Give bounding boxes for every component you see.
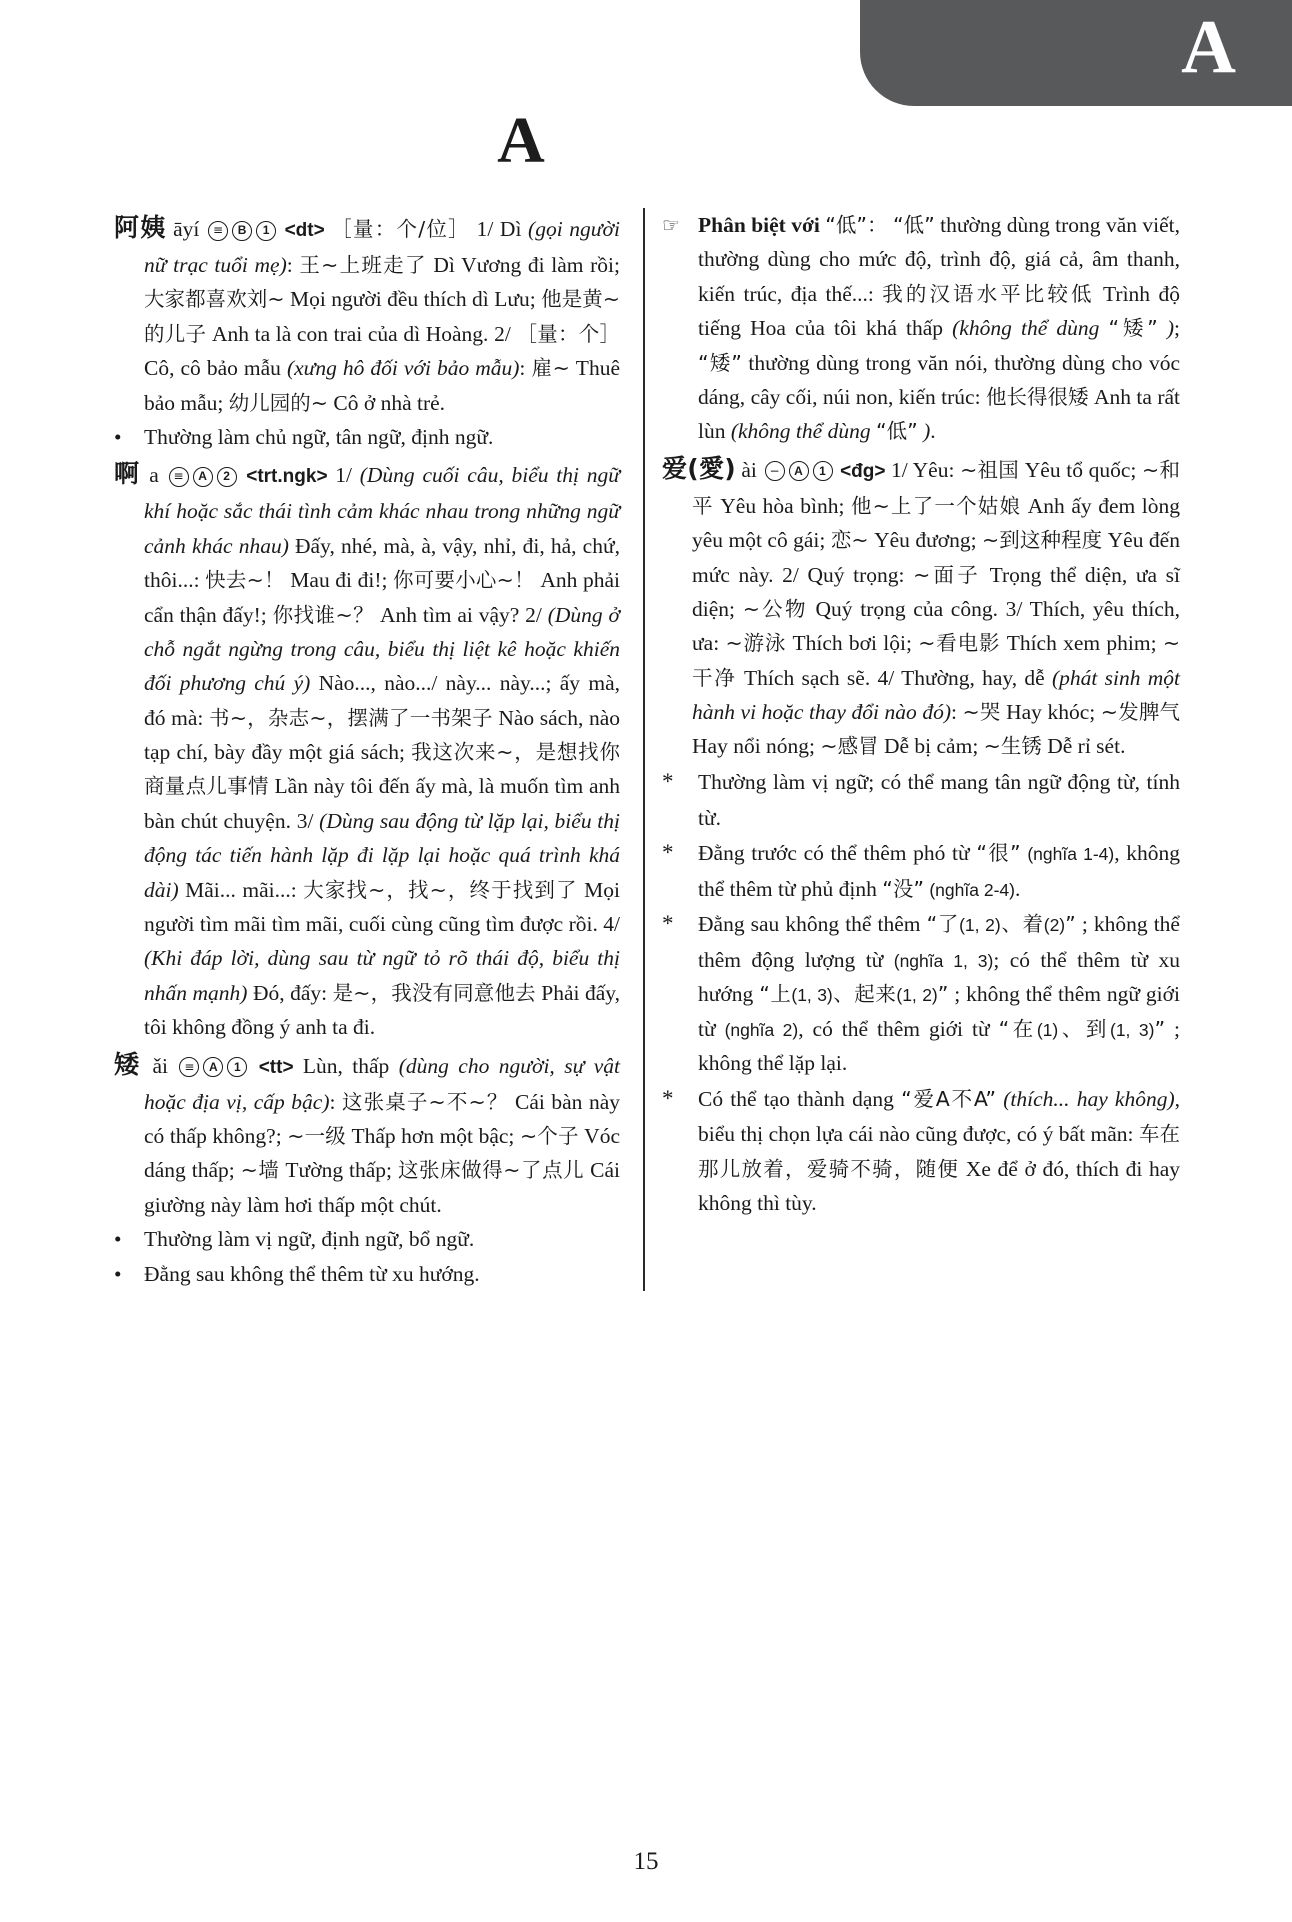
vietnamese-text: . xyxy=(1014,876,1021,901)
vietnamese-text: Đằng sau không thể thêm xyxy=(698,912,927,937)
entry-type-icon: ≡ xyxy=(169,467,189,487)
vietnamese-text: Yêu đến mức này. 2/ Quý trọng: xyxy=(692,528,1180,587)
vietnamese-text: Yêu tổ quốc; xyxy=(1019,457,1143,482)
vietnamese-text: Phải đấy, tôi không đồng ý anh ta đi. xyxy=(144,980,621,1040)
pointing-hand-icon: ☞ xyxy=(662,215,680,237)
chinese-text: 、着 xyxy=(1000,912,1044,937)
sense-number-note: (1, 3) xyxy=(791,985,833,1006)
vietnamese-italic-text: (Dùng sau động từ lặp lại, biểu thị động tác tiến hành lặp đi lặp lại hoặc quá trình khá dài) xyxy=(144,808,620,902)
chinese-text: 你可要小心~！ xyxy=(393,568,535,593)
paragraph-entry xyxy=(114,208,620,420)
chinese-text: ~和平 xyxy=(692,457,1180,518)
vietnamese-text: Thường làm vị ngữ, định ngữ, bổ ngữ. xyxy=(144,1227,475,1252)
vietnamese-text: Trọng thể diện, ưa sĩ diện; xyxy=(692,562,1181,621)
level-badge-icon: 1 xyxy=(227,1057,247,1077)
chinese-text: 幼儿园的~ xyxy=(228,390,328,415)
chinese-text: ~到这种程度 xyxy=(982,528,1103,553)
entry-type-icon: − xyxy=(765,461,785,481)
paragraph-bullet xyxy=(114,1222,620,1256)
chinese-text: “上 xyxy=(759,982,792,1007)
chinese-text: ” xyxy=(937,982,949,1007)
sense-number-note: (1, 2) xyxy=(959,915,1001,936)
vietnamese-bold-text: Phân biệt với xyxy=(698,213,826,237)
sense-number-note: (1, 3) xyxy=(1110,1019,1155,1040)
vietnamese-text: Thích bơi lội; xyxy=(786,631,919,656)
chinese-text: 雇~ xyxy=(531,356,570,381)
vietnamese-text: , có thể thêm giới từ xyxy=(798,1016,999,1041)
vietnamese-text: Mãi... mãi...: xyxy=(178,877,304,902)
entry-type-icon: ≡ xyxy=(208,221,228,241)
chinese-text: ~一级 xyxy=(287,1123,346,1148)
level-badge-icon: 1 xyxy=(256,221,276,241)
section-heading-letter: A xyxy=(497,104,545,177)
chinese-text: 大家找~，找~，终于找到了 xyxy=(303,877,578,902)
vietnamese-italic-text: (gọi người nữ trạc tuổi mẹ) xyxy=(144,217,620,277)
vietnamese-italic-text: ) xyxy=(917,419,931,444)
chinese-text: 快去~！ xyxy=(205,568,285,593)
vietnamese-text: Vóc dáng thấp; xyxy=(144,1123,620,1183)
bullet-marker: • xyxy=(114,424,122,449)
bullet-marker: • xyxy=(114,1227,122,1252)
level-badge-icon: 2 xyxy=(217,467,237,487)
asterisk-marker: * xyxy=(662,840,674,866)
chinese-text: 这张桌子~不~？ xyxy=(341,1089,509,1114)
chinese-text: 王~上班走了 xyxy=(299,253,427,277)
chinese-text: ~祖国 xyxy=(960,457,1020,482)
chinese-text: 、到 xyxy=(1058,1016,1110,1041)
vietnamese-text: Mau đi đi!; xyxy=(284,568,394,593)
pinyin: a xyxy=(141,463,167,488)
chinese-text: ［量：个/位］ xyxy=(331,217,470,241)
headword: 啊 xyxy=(114,459,142,489)
vietnamese-text: Thấp hơn một bậc; xyxy=(345,1123,520,1148)
sense-number-note: (nghĩa 2-4) xyxy=(929,879,1015,900)
chinese-text: 我这次来~，是想找你商量点儿事情 xyxy=(144,740,620,799)
chinese-text: 他长得很矮 xyxy=(985,384,1089,409)
chinese-text: ~看电影 xyxy=(918,631,1001,656)
chinese-text: 大家都喜欢刘~ xyxy=(144,287,285,312)
vietnamese-text: Thuê bảo mẫu; xyxy=(144,356,620,415)
asterisk-marker: * xyxy=(662,911,674,937)
corner-tab-letter: A xyxy=(1181,5,1236,89)
chinese-text: “没” xyxy=(882,876,924,901)
vietnamese-text: Thích xem phim; xyxy=(1000,631,1163,656)
headword: 爱(愛) xyxy=(662,453,736,483)
vietnamese-italic-text: (xưng hô đối với bảo mẫu) xyxy=(286,356,520,381)
vietnamese-text: Anh ấy đem lòng yêu một cô gái; xyxy=(692,493,1180,553)
chinese-text: ~墙 xyxy=(240,1158,280,1183)
level-badge-icon: A xyxy=(789,461,809,481)
vietnamese-text: thường dùng trong văn viết, thường dùng cho mức độ, trình độ, giá cả, âm thanh, kiến trúc, địa thế...: xyxy=(698,213,1180,306)
sense-number-note: (2) xyxy=(1043,915,1066,936)
sense-number-note: (nghĩa 1-4) xyxy=(1027,844,1115,865)
vietnamese-text: Đấy, nhé, mà, à, vậy, nhỉ, đi, hả, chứ, thôi...: xyxy=(144,533,620,593)
chinese-text: “了 xyxy=(926,912,960,937)
vietnamese-text: Đó, đấy: xyxy=(247,980,333,1005)
vietnamese-text: Yêu đương; xyxy=(868,528,983,553)
text-columns xyxy=(114,208,1180,1291)
chinese-text: 这张床做得~了点儿 xyxy=(397,1158,585,1183)
asterisk-marker: * xyxy=(662,1085,674,1111)
vietnamese-text: thường dùng trong văn nói, thường dùng cho vóc dáng, cây cối, núi non, kiến trúc: xyxy=(698,350,1180,409)
chinese-text: ~生锈 xyxy=(983,734,1042,759)
level-badge-icon: A xyxy=(193,467,213,487)
chinese-text: ~公物 xyxy=(742,596,808,621)
chinese-text: “爱A不A” xyxy=(901,1086,997,1111)
vietnamese-text: Anh phải cẩn thận đấy!; xyxy=(144,568,620,627)
level-badge-icon: B xyxy=(232,221,252,241)
vietnamese-text: 1/ Yêu: xyxy=(891,457,961,482)
chinese-text: ~感冒 xyxy=(820,734,879,759)
paragraph-star xyxy=(662,1081,1180,1221)
pos-tag: <đg> xyxy=(834,460,892,482)
paragraph-bullet xyxy=(114,1257,620,1291)
paragraph-star xyxy=(662,835,1180,906)
corner-tab xyxy=(860,0,1292,106)
chinese-text: 我的汉语水平比较低 xyxy=(882,281,1095,306)
vietnamese-text: ; không thể thêm động lượng từ xyxy=(698,912,1180,973)
chinese-text: 是~，我没有同意他去 xyxy=(332,980,536,1005)
chinese-text: 你找谁~？ xyxy=(272,602,375,627)
vietnamese-text: , không thể thêm từ phủ định xyxy=(698,841,1181,901)
right-column xyxy=(662,208,1180,1291)
chinese-text: ［量：个］ xyxy=(516,321,620,346)
vietnamese-text: Cô, cô bảo mẫu xyxy=(144,356,287,381)
paragraph-entry xyxy=(114,454,620,1044)
headword: 矮 xyxy=(114,1049,144,1079)
chinese-text: ~干净 xyxy=(692,631,1180,690)
paragraph-bullet xyxy=(114,420,620,454)
vietnamese-text: : xyxy=(329,1089,342,1114)
headword: 阿姨 xyxy=(114,213,167,242)
pos-tag: <tt> xyxy=(249,1056,303,1078)
vietnamese-text: ; không thể lặp lại. xyxy=(698,1016,1180,1076)
vietnamese-text: : xyxy=(951,700,963,725)
vietnamese-text: Lùn, thấp xyxy=(302,1053,399,1078)
vietnamese-text: Yêu hòa bình; xyxy=(713,493,851,518)
vietnamese-text: Trình độ tiếng Hoa của tôi khá thấp xyxy=(698,281,1181,341)
vietnamese-text: Dễ bị cảm; xyxy=(878,734,984,759)
chinese-text: 书~，杂志~，摆满了一书架子 xyxy=(208,705,493,730)
vietnamese-text: Dễ rỉ sét. xyxy=(1041,734,1126,759)
vietnamese-italic-text: (Dùng cuối câu, biểu thị ngữ khí hoặc sắc thái tình cảm khác nhau trong những ngữ cảnh khác nhau) xyxy=(144,463,620,558)
vietnamese-italic-text: (không thể dùng xyxy=(952,316,1109,341)
vietnamese-text: : xyxy=(286,253,300,277)
vietnamese-text: Anh ta rất lùn xyxy=(698,384,1180,444)
chinese-text: 、起来 xyxy=(832,982,897,1007)
vietnamese-text: Hay nổi nóng; xyxy=(692,734,821,759)
vietnamese-text: . xyxy=(930,419,936,444)
chinese-text: ” xyxy=(1065,912,1076,937)
vietnamese-text: 1/ Dì xyxy=(469,217,529,241)
entry-type-icon: ≡ xyxy=(179,1057,199,1077)
vietnamese-text: Xe để ở đó, thích đi hay không thì tùy. xyxy=(698,1156,1181,1216)
pos-tag: <dt> xyxy=(278,220,332,241)
level-badge-icon: 1 xyxy=(813,461,833,481)
vietnamese-text: Thường làm chủ ngữ, tân ngữ, định ngữ. xyxy=(144,424,494,449)
pinyin: āyí xyxy=(166,217,207,241)
vietnamese-text: Mọi người đều thích dì Lưu; xyxy=(284,287,542,312)
vietnamese-text: Hay khóc; xyxy=(1000,700,1101,725)
paragraph-note xyxy=(662,208,1180,449)
vietnamese-italic-text: ) xyxy=(1157,316,1175,341)
vietnamese-text: : xyxy=(519,356,532,381)
vietnamese-italic-text: (thích... hay không) xyxy=(1003,1086,1175,1111)
chinese-text: 他是黄~的儿子 xyxy=(144,287,620,346)
vietnamese-italic-text: (phát sinh một hành vi hoặc thay đổi nào đó) xyxy=(692,665,1180,725)
vietnamese-text: Thường làm vị ngữ; có thể mang tân ngữ động từ, tính từ. xyxy=(698,769,1180,830)
vietnamese-text: Nào..., nào.../ này... này...; ấy mà, đó mà: xyxy=(144,671,620,730)
bullet-marker: • xyxy=(114,1261,122,1286)
sense-number-note: (nghĩa 2) xyxy=(724,1019,799,1040)
vietnamese-text: Dì Vương đi làm rồi; xyxy=(426,253,620,277)
vietnamese-text: ; không thể thêm ngữ giới từ xyxy=(698,982,1180,1041)
chinese-text: ~发脾气 xyxy=(1100,700,1180,725)
vietnamese-italic-text: (Khi đáp lời, dùng sau từ ngữ tỏ rõ thái độ, biểu thị nhấn mạnh) xyxy=(144,946,620,1005)
vietnamese-text: Thích sạch sẽ. 4/ Thường, hay, dễ xyxy=(736,665,1052,690)
sense-number-note: (1, 2) xyxy=(896,985,938,1006)
chinese-text: ” xyxy=(1154,1016,1166,1041)
chinese-text: “在 xyxy=(998,1016,1037,1041)
vietnamese-text: ; xyxy=(1174,316,1181,341)
vietnamese-text: , biểu thị chọn lựa cái nào cũng được, có ý bất mãn: xyxy=(698,1086,1181,1147)
chinese-text: ~个子 xyxy=(519,1123,579,1148)
vietnamese-text: Cái giường này làm hơi thấp một chút. xyxy=(144,1158,620,1217)
vietnamese-text: Đằng sau không thể thêm từ xu hướng. xyxy=(144,1261,480,1286)
paragraph-star xyxy=(662,764,1180,835)
vietnamese-italic-text: (dùng cho người, sự vật hoặc địa vị, cấp bậc) xyxy=(144,1053,620,1114)
asterisk-marker: * xyxy=(662,768,674,794)
chinese-text: 恋~ xyxy=(830,528,869,553)
vietnamese-text: Đằng trước có thể thêm phó từ xyxy=(698,841,977,866)
vietnamese-text: Anh tìm ai vậy? 2/ xyxy=(374,602,548,627)
vietnamese-text: Lần này tôi đến ấy mà, là muốn tìm anh bàn chút chuyện. 3/ xyxy=(144,774,620,833)
pinyin: ài xyxy=(735,457,763,482)
chinese-text: ~游泳 xyxy=(725,631,787,656)
vietnamese-text: Anh ta là con trai của dì Hoàng. 2/ xyxy=(206,321,517,346)
vietnamese-italic-text: (Dùng ở chỗ ngắt ngừng trong câu, biểu thị liệt kê hoặc khiến đối phương chú ý) xyxy=(144,602,620,696)
vietnamese-text: Cô ở nhà trẻ. xyxy=(327,390,446,415)
chinese-text: “很” xyxy=(976,841,1021,866)
sense-number-note: (1) xyxy=(1036,1019,1059,1040)
vietnamese-text: ; có thể thêm từ xu hướng xyxy=(698,948,1180,1007)
pinyin: ǎi xyxy=(143,1053,178,1078)
vietnamese-text: Mọi người tìm mãi tìm mãi, cuối cùng cũng tìm được rồi. 4/ xyxy=(144,877,620,937)
vietnamese-text: Nào sách, nào tạp chí, bày đầy một giá sách; xyxy=(144,705,620,765)
chinese-text: “低” xyxy=(875,419,918,444)
chinese-text: “低”： xyxy=(825,213,888,237)
chinese-text: “矮” xyxy=(698,350,742,375)
column-divider xyxy=(643,208,645,1291)
vietnamese-text: Có thể tạo thành dạng xyxy=(698,1086,902,1111)
paragraph-entry xyxy=(662,449,1180,764)
chinese-text: 车在那儿放着，爱骑不骑，随便 xyxy=(698,1122,1181,1181)
chinese-text: ~面子 xyxy=(913,562,981,587)
vietnamese-text: 1/ xyxy=(335,463,360,488)
pos-tag: <trt.ngk> xyxy=(238,466,336,488)
paragraph-star xyxy=(662,906,1180,1080)
page-number: 15 xyxy=(633,1848,659,1875)
sense-number-note: (nghĩa 1, 3) xyxy=(893,951,994,972)
vietnamese-text: Quý trọng của công. 3/ Thích, yêu thích, ưa: xyxy=(692,596,1180,656)
paragraph-entry xyxy=(114,1045,620,1223)
level-badge-icon: A xyxy=(203,1057,223,1077)
chinese-text: “低” xyxy=(892,213,935,237)
chinese-text: 他~上了一个姑娘 xyxy=(851,493,1022,518)
vietnamese-text: Tường thấp; xyxy=(279,1158,398,1183)
left-column xyxy=(114,208,620,1291)
vietnamese-italic-text: (không thể dùng xyxy=(730,419,876,444)
chinese-text: “矮” xyxy=(1108,316,1158,341)
chinese-text: ~哭 xyxy=(962,700,1001,725)
vietnamese-text: Cái bàn này có thấp không?; xyxy=(144,1089,620,1148)
